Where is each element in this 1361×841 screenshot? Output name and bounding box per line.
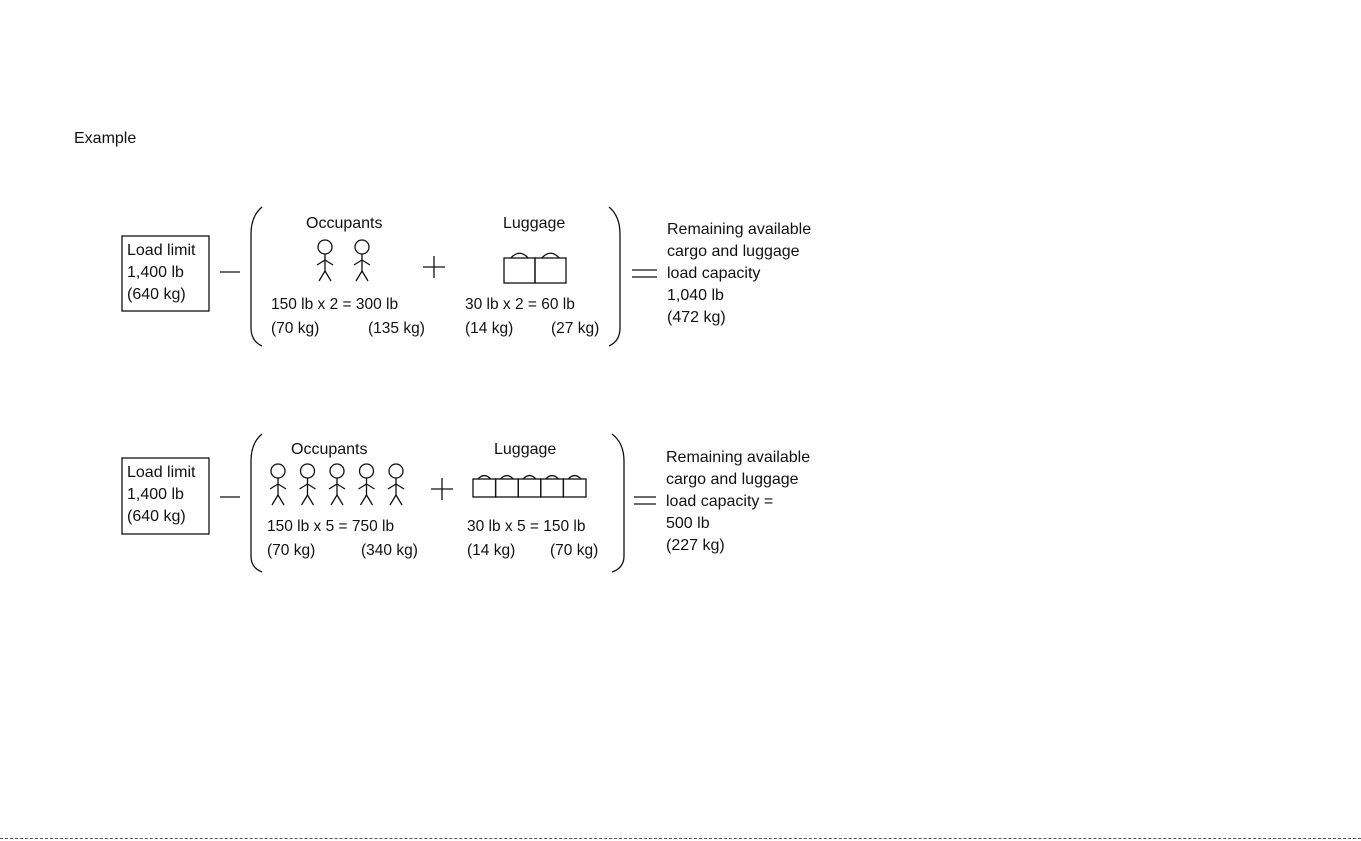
equals-sign	[632, 270, 657, 277]
luggage-icons	[504, 253, 566, 283]
plus-sign	[431, 478, 453, 500]
person-icon	[270, 464, 286, 505]
load-limit-lb: 1,400 lb	[127, 264, 184, 281]
result-kg: (472 kg)	[667, 309, 726, 326]
luggage-kg-each: (14 kg)	[465, 320, 514, 337]
result-kg: (227 kg)	[666, 537, 725, 554]
person-icon	[329, 464, 345, 505]
luggage-calc-lb: 30 lb x 5 = 150 lb	[467, 518, 586, 535]
page-bottom-rule	[0, 838, 1361, 839]
occupants-calc-lb: 150 lb x 2 = 300 lb	[271, 296, 399, 313]
luggage-heading: Luggage	[503, 215, 566, 232]
left-parenthesis	[251, 434, 262, 572]
luggage-bag-icon	[541, 476, 564, 497]
occupants-heading: Occupants	[306, 215, 383, 232]
result-line-2: cargo and luggage	[667, 243, 800, 260]
page-label: Example	[74, 130, 137, 147]
luggage-bag-icon	[496, 476, 519, 497]
load-limit-label: Load limit	[127, 242, 196, 259]
luggage-bag-icon	[518, 476, 541, 497]
person-icon	[354, 240, 370, 281]
load-limit-kg: (640 kg)	[127, 286, 186, 303]
luggage-kg-each: (14 kg)	[467, 542, 516, 559]
person-icon	[388, 464, 404, 505]
example-1-equation	[0, 200, 860, 360]
result-line-1: Remaining available	[667, 221, 812, 238]
occupant-figures	[270, 464, 404, 505]
occupants-heading: Occupants	[291, 441, 368, 458]
result-line-3: load capacity	[667, 265, 761, 282]
equals-sign	[634, 497, 656, 504]
person-icon	[359, 464, 375, 505]
luggage-bag-icon	[504, 253, 535, 283]
occupant-figures	[317, 240, 370, 281]
occupants-kg-total: (135 kg)	[368, 320, 425, 337]
person-icon	[300, 464, 316, 505]
result-line-1: Remaining available	[666, 449, 811, 466]
luggage-kg-total: (70 kg)	[550, 542, 599, 559]
luggage-bag-icon	[535, 253, 566, 283]
luggage-bag-icon	[563, 476, 586, 497]
load-limit-lb: 1,400 lb	[127, 486, 184, 503]
luggage-icons	[473, 476, 586, 497]
luggage-kg-total: (27 kg)	[551, 320, 600, 337]
result-lb: 1,040 lb	[667, 287, 724, 304]
example-2-equation	[0, 428, 860, 588]
luggage-heading: Luggage	[494, 441, 557, 458]
luggage-bag-icon	[473, 476, 496, 497]
person-icon	[317, 240, 333, 281]
load-limit-kg: (640 kg)	[127, 508, 186, 525]
result-line-2: cargo and luggage	[666, 471, 799, 488]
occupants-calc-lb: 150 lb x 5 = 750 lb	[267, 518, 395, 535]
occupants-kg-total: (340 kg)	[361, 542, 418, 559]
luggage-calc-lb: 30 lb x 2 = 60 lb	[465, 296, 575, 313]
right-parenthesis	[609, 207, 620, 346]
left-parenthesis	[251, 207, 262, 346]
load-limit-label: Load limit	[127, 464, 196, 481]
occupants-kg-each: (70 kg)	[267, 542, 316, 559]
result-lb: 500 lb	[666, 515, 710, 532]
right-parenthesis	[612, 434, 624, 572]
result-line-3: load capacity =	[666, 493, 774, 510]
plus-sign	[423, 256, 445, 278]
occupants-kg-each: (70 kg)	[271, 320, 320, 337]
